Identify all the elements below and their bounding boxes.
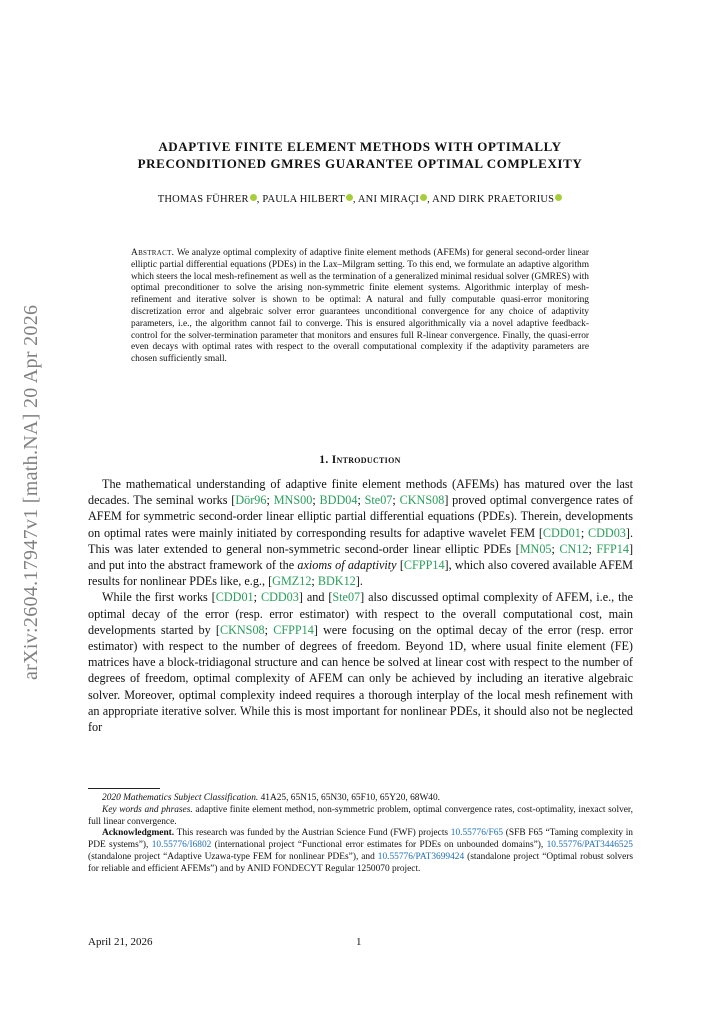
citation-link[interactable]: MNS00 <box>273 493 313 508</box>
msc-footnote: 2020 Mathematics Subject Classification. 41A25, 65N15, 65N30, 65F10, 65Y20, 68W40. <box>102 793 441 803</box>
title-line-1: ADAPTIVE FINITE ELEMENT METHODS WITH OPTIMALLY <box>158 139 562 154</box>
citation-link[interactable]: CDD01 <box>542 525 581 540</box>
citation-link[interactable]: Ste07 <box>332 590 361 605</box>
orcid-icon[interactable] <box>555 194 562 201</box>
citation-link[interactable]: BDD04 <box>319 493 358 508</box>
bold-label: Acknowledgment. <box>102 828 175 839</box>
citation-link[interactable]: CKNS08 <box>219 622 265 637</box>
footer-date: April 21, 2026 <box>88 936 153 948</box>
citation-link[interactable]: Ste07 <box>364 493 393 508</box>
page-number: 1 <box>356 936 362 948</box>
citation-link[interactable]: CDD01 <box>215 590 254 605</box>
section-number: 1. <box>319 454 329 466</box>
paper-title <box>60 138 660 172</box>
paragraph: The mathematical understanding of adaptive finite element methods (AFEMs) has matured over the last decades. The seminal works [Dör96; MNS00; BDD04; Ste07; CKNS08] proved optimal convergence rates of AFEM for symmetric second-order linear elliptic partial differential equations (PDEs). Therein, developments on optimal rates were mainly initiated by corresponding results for adaptive wavelet FEM [CDD01; CDD03]. This was later extended to general non-symmetric second-order linear elliptic PDEs [MN05; CN12; FFP14] and put into the abstract framework of the axioms of adaptivity [CFPP14], which also covered available AFEM results for nonlinear PDEs like, e.g., [GMZ12; BDK12]. <box>88 477 634 589</box>
orcid-icon[interactable] <box>250 194 257 201</box>
footnote-rule <box>88 788 160 789</box>
doi-link[interactable]: 10.55776/F65 <box>450 828 504 839</box>
section-heading <box>60 454 660 466</box>
orcid-icon[interactable] <box>346 194 353 201</box>
citation-link[interactable]: BDK12 <box>317 574 356 589</box>
citation-link[interactable]: CDD03 <box>260 590 299 605</box>
abstract <box>131 248 589 366</box>
citation-link[interactable]: FFP14 <box>596 541 629 556</box>
citation-link[interactable]: CKNS08 <box>399 493 445 508</box>
section-title: Introduction <box>331 454 401 466</box>
citation-link[interactable]: CDD03 <box>587 525 626 540</box>
acknowledgment-footnote: Acknowledgment. This research was funded by the Austrian Science Fund (FWF) projects 10.55776/F65 (SFB F65 “Taming complexity in PDE systems”), 10.55776/I6802 (international project “Functional error estimates for PDEs on unbounded domains”), 10.55776/PAT3446525 (standalone project “Adaptive Uzawa-type FEM for nonlinear PDEs”), and 10.55776/PAT3699424 (standalone project “Optimal robust solvers for reliable and efficient AFEMs”) and by ANID FONDECYT Regular 1250070 project. <box>88 828 634 874</box>
doi-link[interactable]: 10.55776/PAT3446525 <box>546 840 633 851</box>
abstract-label: Abstract. <box>131 248 175 258</box>
keywords-footnote: Key words and phrases. adaptive finite element method, non-symmetric problem, optimal convergence rates, cost-optimality, inexact solver, full linear convergence. <box>88 804 634 827</box>
author-list <box>60 194 660 205</box>
author-4: DIRK PRAETORIUS <box>458 194 562 205</box>
emphasis-text: axioms of adaptivity <box>297 558 397 573</box>
footnotes <box>88 793 633 876</box>
citation-link[interactable]: Dör96 <box>235 493 267 508</box>
paragraph: While the first works [CDD01; CDD03] and [Ste07] also discussed optimal complexity of AFEM, i.e., the optimal decay of the error (resp. error estimator) with respect to the overall computational cost, main developments started by [CKNS08; CFPP14] were focusing on the optimal decay of the error (resp. error estimator) with respect to the number of degrees of freedom. Beyond 1D, where usual finite element (FE) matrices have a block-tridiagonal structure and can hence be solved at linear cost with respect to the number of degrees of freedom, optimal complexity of AFEM can only be achieved by including an iterative algebraic solver. Moreover, optimal complexity indeed requires a thorough interplay of the local mesh refinement with an appropriate iterative solver. While this is most important for nonlinear PDEs, it should also not be neglected for <box>88 590 634 735</box>
author-2: PAULA HILBERT , <box>262 194 358 205</box>
title-line-2: PRECONDITIONED GMRES GUARANTEE OPTIMAL COMPLEXITY <box>137 156 583 171</box>
citation-link[interactable]: CFPP14 <box>273 622 314 637</box>
arxiv-identifier: arXiv:2604.17947v1 [math.NA] 20 Apr 2026 <box>20 304 42 680</box>
citation-link[interactable]: CN12 <box>559 541 589 556</box>
author-1: THOMAS FÜHRER , <box>157 194 263 205</box>
doi-link[interactable]: 10.55776/PAT3699424 <box>377 851 465 862</box>
abstract-text: We analyze optimal complexity of adaptive finite element methods (AFEMs) for general second-order linear elliptic partial differential equations (PDEs) in the Lax–Milgram setting. To this end, we formulate an adaptive algorithm which steers the local mesh-refinement as well as the termination of a generalized minimal residual solver (GMRES) with optimal preconditioner to solve the arising non-symmetric finite element systems. Algorithmic interplay of mesh-refinement and iterative solver is shown to be optimal: A natural and fully computable quasi-error monitoring discretization error and algebraic solver error guarantees unconditional convergence for any choice of adaptivity parameters, i.e., the algorithm cannot fail to converge. This is ensured algorithmically via a novel adaptive feedback-control for the solver-termination parameter that monitors and ensures full R-linear convergence. Finally, the quasi-error even decays with optimal rates with respect to the overall computational complexity if the adaptivity parameters are chosen sufficiently small. <box>131 248 589 365</box>
citation-link[interactable]: MN05 <box>519 541 552 556</box>
citation-link[interactable]: CFPP14 <box>403 558 445 573</box>
author-3: ANI MIRAÇI , AND <box>357 194 459 205</box>
body-text <box>88 476 633 735</box>
doi-link[interactable]: 10.55776/I6802 <box>151 840 212 851</box>
citation-link[interactable]: GMZ12 <box>272 574 312 589</box>
